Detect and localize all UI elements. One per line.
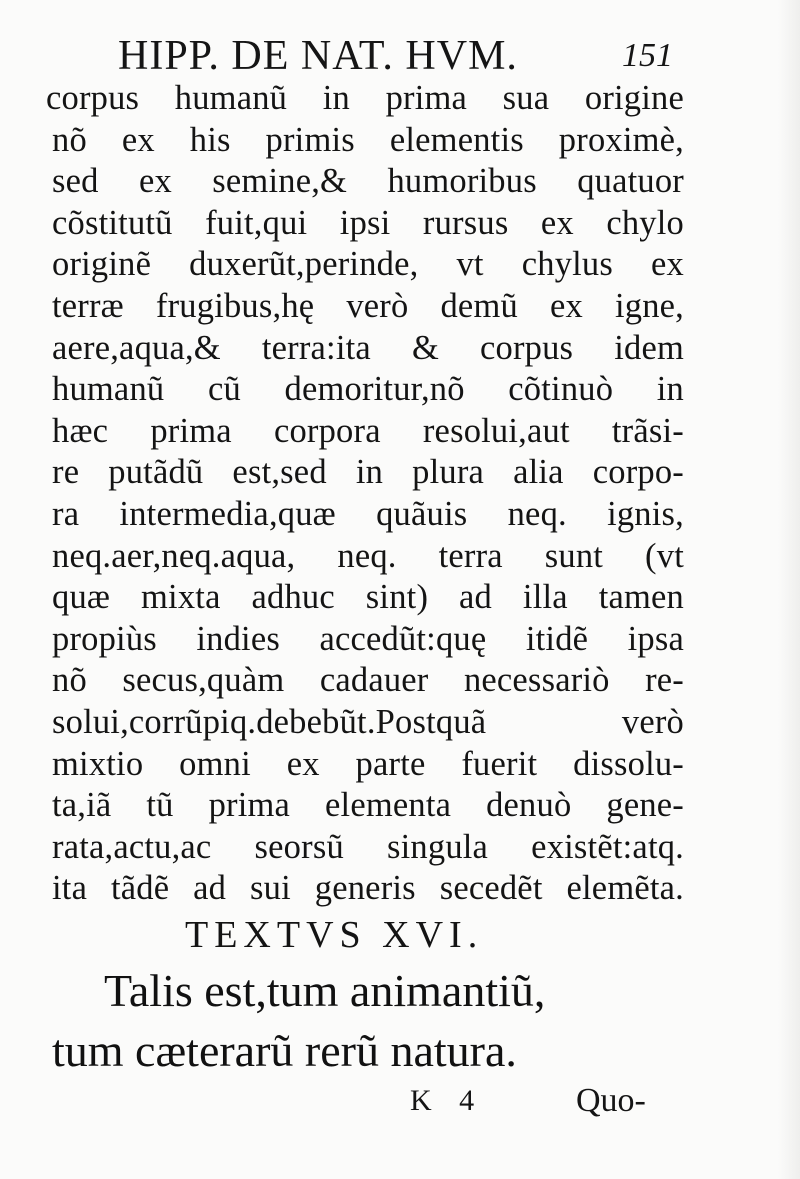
text-line: corpus humanũ in prima sua origine <box>46 79 684 117</box>
text-line: rata,actu,ac seorsũ singula existẽt:atq. <box>52 827 684 866</box>
text-line: hæc prima corpora resolui,aut trãsi- <box>52 411 684 450</box>
text-line: ita tãdẽ ad sui generis secedẽt elemẽta. <box>52 869 684 908</box>
section-heading: TEXTVS XVI. <box>185 914 484 956</box>
text-line: quæ mixta adhuc sint) ad illa tamen <box>52 578 684 617</box>
verse-line: Talis est,tum animantiũ, <box>104 965 546 1016</box>
text-line: nõ secus,quàm cadauer necessariò re- <box>52 661 684 700</box>
text-line: humanũ cũ demoritur,nõ cõtinuò in <box>52 370 684 409</box>
page-edge-shadow <box>778 0 800 1179</box>
signature-mark: K 4 <box>410 1084 485 1117</box>
text-line: ra intermedia,quæ quãuis neq. ignis, <box>52 494 684 533</box>
body-text <box>44 78 684 910</box>
text-line: ta,iã tũ prima elementa denuò gene- <box>52 786 684 825</box>
text-line: cõstitutũ fuit,qui ipsi rursus ex chylo <box>52 203 684 242</box>
text-line: nõ ex his primis elementis proximè, <box>52 120 684 159</box>
text-line: aere,aqua,& terra:ita & corpus idem <box>52 328 684 367</box>
text-line: solui,corrũpiq.debebũt.Postquã verò <box>52 702 684 741</box>
verse-line: tum cæterarũ rerũ natura. <box>52 1025 517 1076</box>
text-line: sed ex semine,& humoribus quatuor <box>52 162 684 201</box>
page-header <box>0 30 800 82</box>
text-line: neq.aer,neq.aqua, neq. terra sunt (vt <box>52 536 684 575</box>
page-number: 151 <box>622 37 673 74</box>
text-line: propiùs indies accedũt:quę itidẽ ipsa <box>52 619 684 658</box>
text-line: mixtio omni ex parte fuerit dissolu- <box>52 744 684 783</box>
running-title: HIPP. DE NAT. HVM. <box>118 33 518 79</box>
text-line: terræ frugibus,hę verò demũ ex igne, <box>52 286 684 325</box>
catchword: Quo- <box>576 1082 646 1119</box>
text-line: originẽ duxerũt,perinde, vt chylus ex <box>52 245 684 284</box>
page-footer <box>0 1076 800 1126</box>
text-line: re putãdũ est,sed in plura alia corpo- <box>52 453 684 492</box>
